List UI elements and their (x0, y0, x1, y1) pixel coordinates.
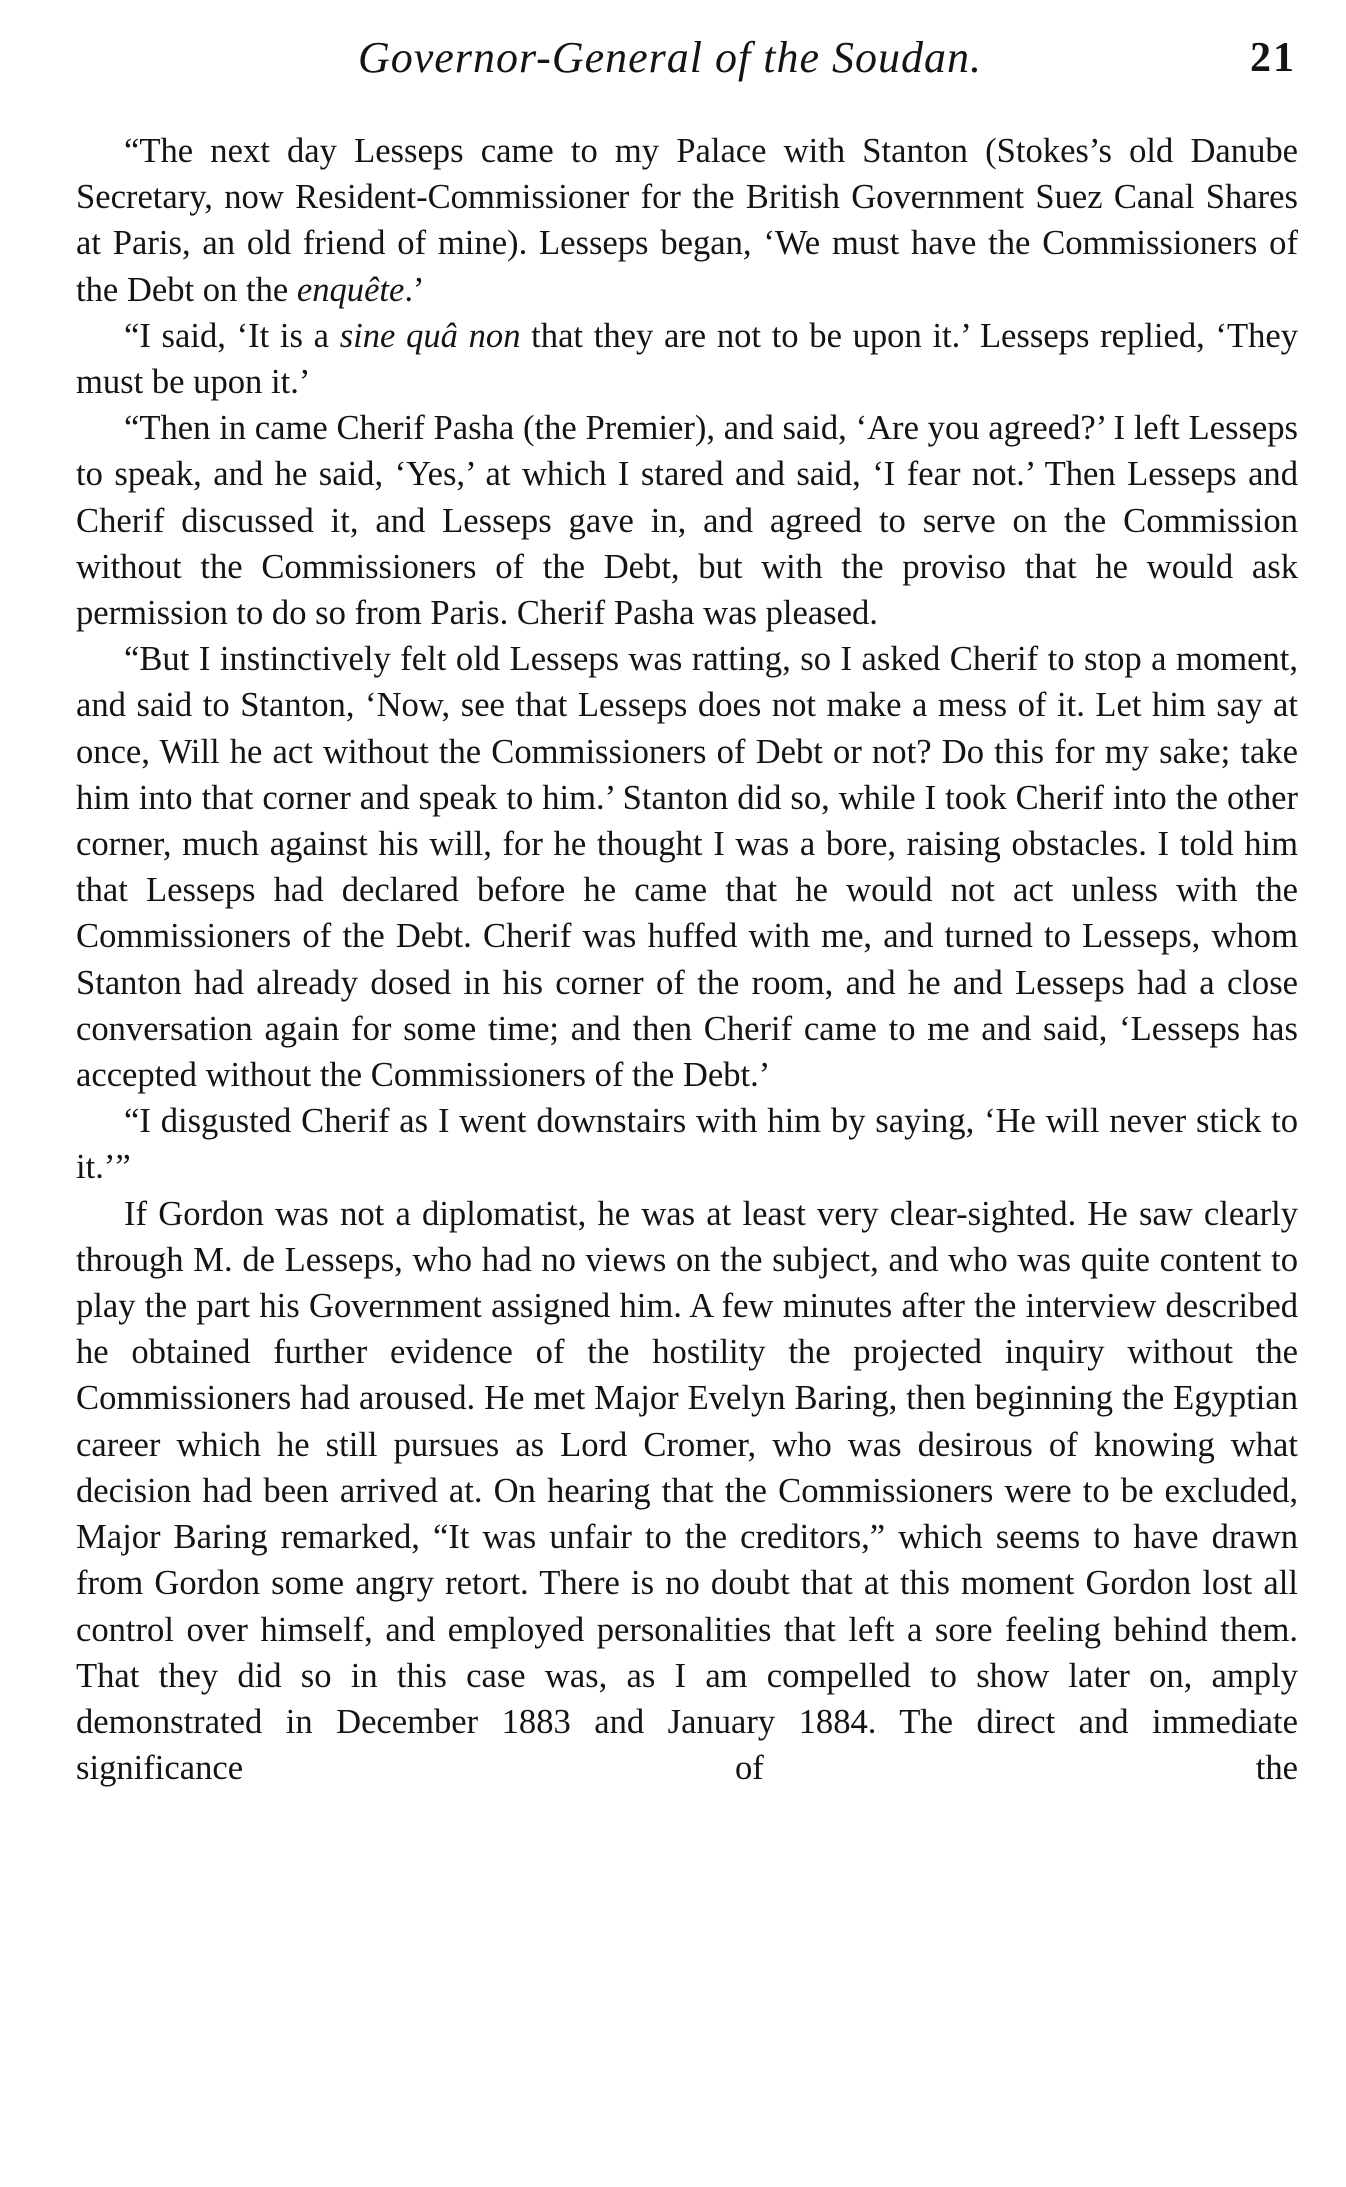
body-text (76, 128, 1298, 1791)
paragraph-6: If Gordon was not a diplomatist, he was at least very clear-sighted. He saw clearly through M. de Lesseps, who had no views on the subject, and who was quite content to play the part his Government assigned him. A few minutes after the interview described he obtained further evidence of the hostility the projected inquiry without the Commissioners had aroused. He met Major Evelyn Baring, then beginning the Egyptian career which he still pursues as Lord Cromer, who was desirous of knowing what decision had been arrived at. On hearing that the Commissioners were to be excluded, Major Baring remarked, “It was unfair to the creditors,” which seems to have drawn from Gordon some angry retort. There is no doubt that at this moment Gordon lost all control over himself, and employed personalities that left a sore feeling behind them. That they did so in this case was, as I am compelled to show later on, amply demonstrated in December 1883 and January 1884. The direct and immediate significance of the (76, 1194, 1298, 1788)
paragraph-2-italic: sine quâ non (339, 316, 521, 355)
paragraph-2 (76, 313, 1298, 405)
paragraph-1-end: .’ (404, 270, 425, 309)
paragraph-5: “I disgusted Cherif as I went downstairs with him by saying, ‘He will never stick to it.’” (76, 1102, 1298, 1187)
paragraph-3: “Then in came Cherif Pasha (the Premier), and said, ‘Are you agreed?’ I left Lesseps to speak, and he said, ‘Yes,’ at which I stared and said, ‘I fear not.’ Then Lesseps and Cherif discussed it, and Lesseps gave in, and agreed to serve on the Commission without the Commissioners of the Debt, but with the proviso that he would ask permission to do so from Paris. Cherif Pasha was pleased. (76, 409, 1298, 633)
paragraph-1-italic: enquête (296, 270, 405, 309)
paragraph-1-text: “The next day Lesseps came to my Palace with Stanton (Stokes’s old Danube Secretary, now Resident-Commissioner for the British Government Suez Canal Shares at Paris, an old friend of mine). Lesseps began, ‘We must have the Commissioners of the Debt on the (76, 132, 1298, 309)
paragraph-2-text: “I said, ‘It is a (124, 316, 340, 355)
paragraph-2-end: that they are not to be upon it.’ Lesseps replied, ‘They must be upon it.’ (76, 316, 1298, 402)
running-head (80, 28, 1296, 88)
running-title: Governor-General of the Soudan. (357, 33, 982, 82)
paragraph-4: “But I instinctively felt old Lesseps was ratting, so I asked Cherif to stop a moment, and said to Stanton, ‘Now, see that Lesseps does not make a mess of it. Let him say at once, Will he act without the Commissioners of Debt or not? Do this for my sake; take him into that corner and speak to him.’ Stanton did so, while I took Cherif into the other corner, much against his will, for he thought I was a bore, raising obstacles. I told him that Lesseps had declared before he came that he would not act unless with the Commissioners of the Debt. Cherif was huffed with me, and turned to Lesseps, whom Stanton had already dosed in his corner of the room, and he and Lesseps had a close conversation again for some time; and then Cherif came to me and said, ‘Lesseps has accepted without the Commissioners of the Debt.’ (76, 640, 1298, 1095)
page-number: 21 (1250, 35, 1296, 81)
paragraph-1 (76, 128, 1298, 313)
